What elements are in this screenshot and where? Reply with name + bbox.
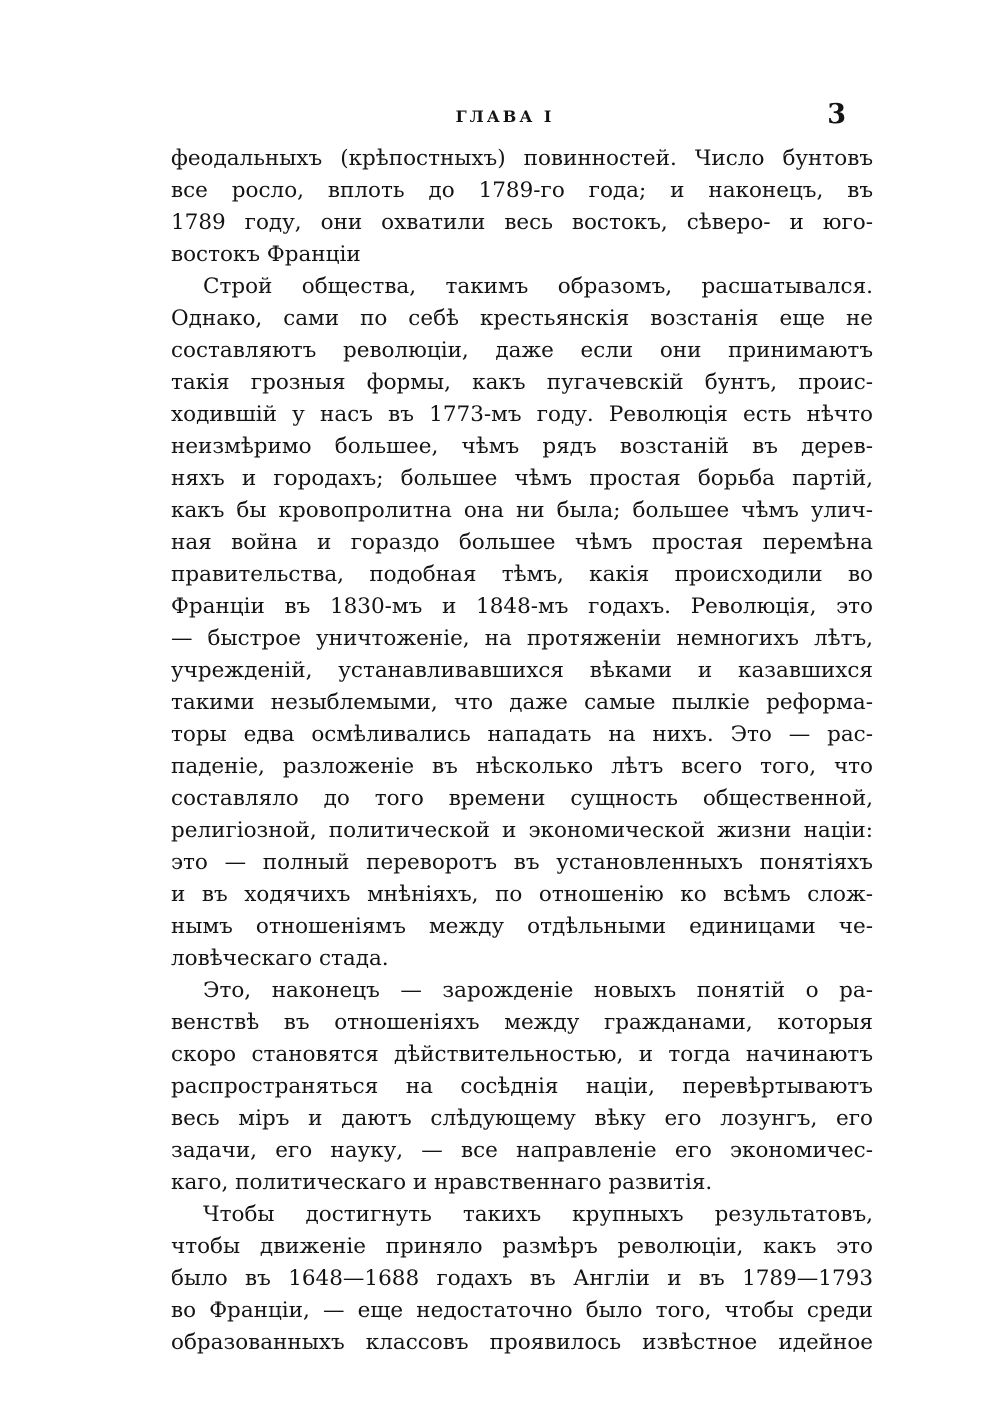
text-line: это — полный переворотъ въ установленныхъ понятіяхъ: [171, 850, 873, 875]
text-line: Чтобы достигнуть такихъ крупныхъ результатовъ,: [203, 1202, 873, 1227]
text-line: весь міръ и даютъ слѣдующему вѣку его лозунгъ, его: [171, 1106, 873, 1131]
text-line: торы едва осмѣливались нападать на нихъ. Это — рас-: [171, 722, 873, 747]
paragraph-2: [171, 271, 873, 975]
text-line: 1789 году, они охватили весь востокъ, сѣверо- и юго-: [171, 210, 873, 235]
text-line: составляло до того времени сущность общественной,: [171, 786, 873, 811]
text-line: составляютъ революціи, даже если они принимаютъ: [171, 338, 873, 363]
text-line: во Франціи, — еще недостаточно было того, чтобы среди: [171, 1298, 873, 1323]
text-line: Это, наконецъ — зарожденіе новыхъ понятій о ра-: [203, 978, 873, 1003]
text-line: ная война и гораздо большее чѣмъ простая перемѣна: [171, 530, 873, 555]
chapter-running-title: ГЛАВА I: [455, 107, 555, 126]
text-line: Франціи въ 1830-мъ и 1848-мъ годахъ. Революція, это: [171, 594, 873, 619]
text-line: паденіе, разложеніе въ нѣсколько лѣтъ всего того, что: [171, 754, 873, 779]
paragraph-1: [171, 143, 873, 271]
text-line: ловѣческаго стада.: [171, 946, 389, 971]
paragraph-3: [171, 975, 873, 1199]
paragraph-4: [171, 1199, 873, 1359]
text-line: няхъ и городахъ; большее чѣмъ простая борьба партій,: [171, 466, 873, 491]
text-line: феодальныхъ (крѣпостныхъ) повинностей. Число бунтовъ: [171, 146, 873, 171]
text-line: скоро становятся дѣйствительностью, и тогда начинаютъ: [171, 1042, 873, 1067]
text-line: ходившій у насъ въ 1773-мъ году. Революція есть нѣчто: [171, 402, 873, 427]
running-head: [160, 99, 850, 138]
text-line: венствѣ въ отношеніяхъ между гражданами, которыя: [171, 1010, 873, 1035]
text-line: образованныхъ классовъ проявилось извѣстное идейное: [171, 1330, 873, 1355]
text-line: нымъ отношеніямъ между отдѣльными единицами че-: [171, 914, 873, 939]
text-line: религіозной, политической и экономической жизни націи:: [171, 818, 873, 843]
text-line: — быстрое уничтоженіе, на протяженіи немногихъ лѣтъ,: [171, 626, 873, 651]
body-text: [171, 143, 873, 1359]
text-line: задачи, его науку, — все направленіе его экономичес-: [171, 1138, 873, 1163]
text-line: Однако, сами по себѣ крестьянскія возстанія еще не: [171, 306, 873, 331]
text-line: было въ 1648—1688 годахъ въ Англіи и въ 1789—1793: [171, 1266, 873, 1291]
text-line: правительства, подобная тѣмъ, какія происходили во: [171, 562, 873, 587]
text-line: Строй общества, такимъ образомъ, расшатывался.: [203, 274, 873, 299]
text-line: все росло, вплоть до 1789-го года; и наконецъ, въ: [171, 178, 873, 203]
text-line: учрежденій, устанавливавшихся вѣками и казавшихся: [171, 658, 873, 683]
text-line: востокъ Франціи: [171, 242, 361, 267]
text-line: чтобы движеніе приняло размѣръ революціи, какъ это: [171, 1234, 873, 1259]
text-line: и въ ходячихъ мнѣніяхъ, по отношенію ко всѣмъ слож-: [171, 882, 873, 907]
text-line: распространяться на сосѣднія націи, перевѣртываютъ: [171, 1074, 873, 1099]
text-line: неизмѣримо большее, чѣмъ рядъ возстаній въ дерев-: [171, 434, 873, 459]
text-line: такія грозныя формы, какъ пугачевскій бунтъ, проис-: [171, 370, 873, 395]
text-line: каго, политическаго и нравственнаго развитія.: [171, 1170, 713, 1195]
page-number: 3: [827, 99, 846, 130]
text-line: какъ бы кровопролитна она ни была; большее чѣмъ улич-: [171, 498, 873, 523]
text-line: такими незыблемыми, что даже самые пылкіе реформа-: [171, 690, 873, 715]
